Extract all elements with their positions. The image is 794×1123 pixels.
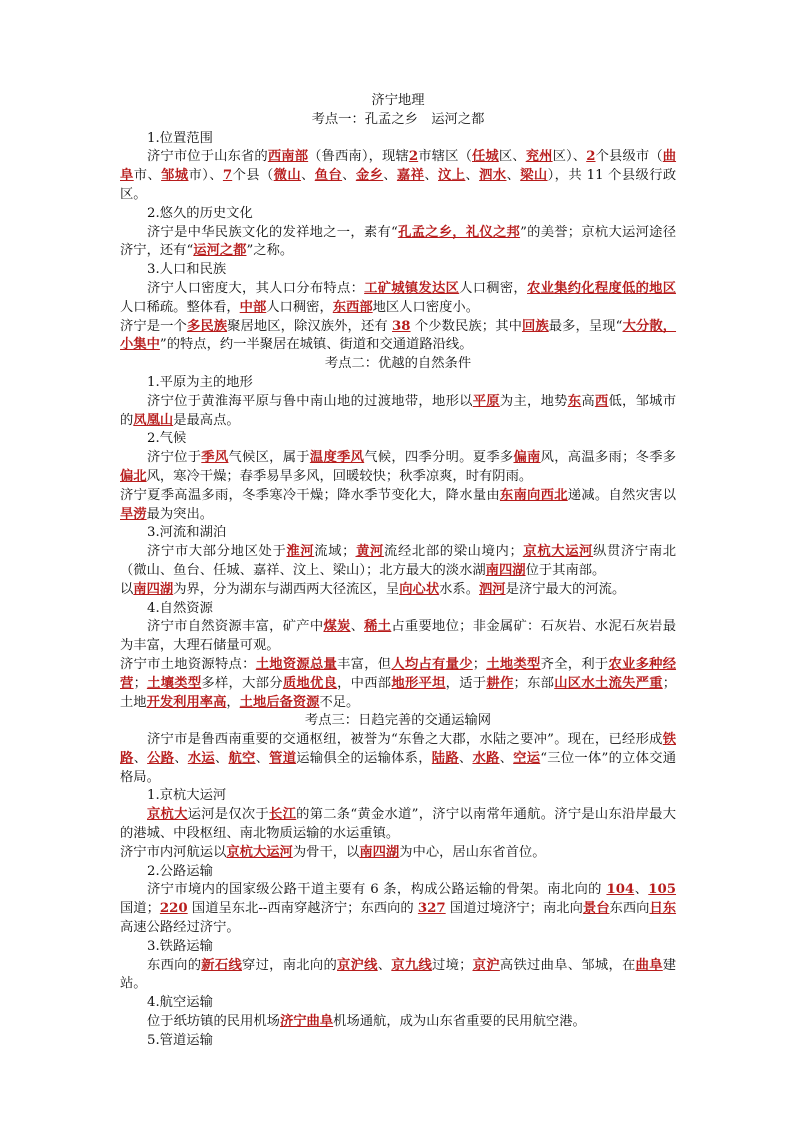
key-term: 金乡 [355,168,384,184]
paragraph [120,656,676,712]
paragraph [120,844,676,863]
subsection-heading: 2.气候 [147,431,187,447]
subsection-heading: 2.悠久的历史文化 [147,205,253,221]
text-run: 、 [499,750,514,766]
text-run: 的第二条“黄金水道”，济宁以南常年通航。济宁是山东沿岸最大的港城、中段枢纽、南北物质运输的水运重镇。 [120,807,677,842]
key-term: 土地类型 [486,656,541,672]
key-term: 105 [648,882,677,898]
paragraph [120,1013,676,1032]
key-term: 煤炭 [323,619,351,635]
text-run: 、 [634,882,649,898]
text-run: 位于纸坊镇的民用机场 [147,1014,280,1030]
text-run: 、 [342,168,356,184]
key-term: 济宁曲阜 [279,1014,334,1030]
key-term: 季风 [201,450,229,466]
text-run: ”的美誉；京杭大运河途径济宁，还有“ [120,224,676,259]
text-run: ，适于 [445,675,487,691]
paragraph [120,148,676,204]
paragraph [120,806,676,844]
text-run: 个县级市（ [595,149,663,165]
key-term: 大分散，小集中 [120,318,677,353]
text-run: 、 [350,619,365,635]
paragraph [120,449,676,487]
key-term: 水路 [472,750,500,766]
section-heading: 考点一：孔孟之乡 运河之都 [311,111,485,127]
text-run: 纵贯济宁南北（微山、鱼台、任城、嘉祥、汶上、梁山）；北方最大的淡水湖 [120,544,677,578]
key-term: 景台 [582,901,610,917]
subsection-heading: 3.人口和民族 [147,262,227,278]
key-term: 西 [594,393,609,409]
text-run: 为界，分为湖东与湖西两大径流区，呈 [173,581,400,597]
text-run: 运河是仅次于 [187,807,270,823]
text-run: 市辖区（ [418,149,472,165]
text-run: ”之称。 [246,243,294,259]
text-run: 、 [214,750,229,766]
text-run: 、 [506,168,521,184]
key-term: 327 [417,901,446,917]
paragraph [120,318,676,356]
key-term: 东南向西北 [499,487,568,503]
key-term: 回族 [521,318,549,334]
text-run: 气候区，属于 [228,450,310,466]
key-term: 偏北 [120,468,147,484]
key-term: 京杭大 [147,807,188,823]
key-term: 京沪 [472,957,500,973]
key-term: 多民族 [186,318,228,334]
text-run: 济宁市境内的国家级公路干道主要有 6 条，构成公路运输的骨架。南北向的 [147,882,607,898]
text-run: 地区人口密度小。 [372,299,480,315]
key-term: 南四湖 [133,581,174,597]
text-run: 、 [377,957,392,973]
text-run: 济宁市大部分地区处于 [147,544,287,560]
paragraph [120,618,676,656]
text-run: ”的特点，约一半聚居在城镇、街道和交通道路沿线。 [159,337,473,353]
text-run: 风，高温多雨；冬季多 [540,450,677,466]
text-run: 是济宁最大的河流。 [505,581,626,597]
key-term: 7 [222,168,233,184]
key-term: 西南部 [267,149,309,165]
text-run: 区）、 [552,149,587,165]
subsection-heading: 4.自然资源 [147,600,213,616]
document-body [120,111,676,1051]
text-run: 济宁市是鲁西南重要的交通枢纽，被誉为“东鲁之大郡，水陆之要冲”。现在，已经形成 [147,732,663,748]
key-term: 平原 [472,393,500,409]
key-term: 微山 [273,168,302,184]
text-run: 个县（ [232,168,274,184]
text-run: ， [226,694,240,710]
key-term: 公路 [147,750,175,766]
text-run: 、 [465,168,480,184]
paragraph [120,881,676,937]
key-term: 运河之都 [193,243,247,259]
text-run: 高速公路经过济宁。 [120,920,240,936]
text-run: 济宁人口密度大，其人口分布特点： [147,280,365,296]
text-run: 齐全，利于 [540,656,609,672]
key-term: 淮河 [286,544,315,560]
text-run: 气候，四季分明。夏季多 [364,450,514,466]
key-term: 农业集约化程度低的地区 [527,280,677,296]
text-run: 济宁市位于山东省的 [147,149,268,165]
text-run: 国道过境济宁；南北向 [445,901,583,917]
key-term: 2 [408,149,419,165]
key-term: 土地后备资源 [239,694,320,710]
key-term: 220 [159,901,188,917]
text-run: 为主，地势 [499,393,568,409]
text-run: ； [133,675,147,691]
text-run: 为中心，居山东省首位。 [399,844,546,860]
text-run: 人口稠密， [459,280,527,296]
document-page [120,92,676,1051]
key-term: 黄河 [355,544,384,560]
text-run: 递减。自然灾害以 [567,487,677,503]
key-term: 曲阜 [120,149,677,184]
paragraph [120,581,676,600]
section-heading: 考点三：日趋完善的交通运输网 [304,713,492,729]
text-run: ； [472,656,487,672]
text-run: 不足。 [319,694,360,710]
key-term: 管道 [269,750,297,766]
key-term: 京九线 [391,957,433,973]
text-run: 济宁夏季高温多雨，冬季寒冷干燥；降水季节变化大，降水量由 [120,487,500,503]
text-run: 、 [301,168,315,184]
text-run: ；土地 [120,675,677,710]
text-run: 最多，呈现“ [548,318,623,334]
text-run: ，中西部 [337,675,392,691]
text-run: ；东部 [513,675,555,691]
text-run: 建站。 [120,957,677,992]
key-term: 空运 [513,750,541,766]
text-run: 济宁是中华民族文化的发祥地之一，素有“ [147,224,398,240]
text-run: 过境； [432,957,473,973]
text-run: 、 [424,168,439,184]
paragraph [120,280,676,318]
key-term: 鱼台 [314,168,343,184]
key-term: 凤凰山 [133,412,174,428]
text-run: 高 [581,393,595,409]
text-run: 丰富，但 [337,656,392,672]
section-heading: 考点二：优越的自然条件 [324,356,472,372]
key-term: 京沪线 [337,957,378,973]
text-run: 区、 [498,149,526,165]
subsection-heading: 1.京杭大运河 [147,788,227,804]
text-run: 济宁是一个 [120,318,187,334]
text-run: 流经北部的梁山境内； [384,544,523,560]
text-run: 以 [120,581,134,597]
key-term: 铁路 [120,732,676,766]
key-term: 汶上 [438,168,466,184]
text-run: 济宁市自然资源丰富，矿产中 [147,619,324,635]
paragraph [120,393,676,431]
key-term: 东 [567,393,582,409]
key-term: 耕作 [486,675,514,691]
text-run: 占重要地位；非金属矿：石灰岩、水泥石灰岩最为丰富，大理石储量可观。 [120,619,677,654]
subsection-heading: 2.公路运输 [147,863,213,879]
subsection-heading: 1.平原为主的地形 [147,374,253,390]
text-run: 、 [255,750,270,766]
key-term: 104 [606,882,635,898]
text-run: 个少数民族；其中 [410,318,522,334]
key-term: 旱涝 [120,506,147,522]
text-run: 穿过，南北向的 [242,957,338,973]
key-term: 京杭大运河 [522,544,594,560]
key-term: 泗水 [479,168,507,184]
text-run: 、 [174,750,188,766]
text-run: 人口稀疏。整体看， [120,299,240,315]
key-term: 土地资源总量 [255,656,338,672]
key-term: 梁山 [520,168,548,184]
text-run: 、 [383,168,397,184]
key-term: 京杭大运河 [226,844,293,860]
key-term: 开发利用率高 [146,694,227,710]
paragraph [120,957,676,995]
key-term: 南四湖 [359,844,400,860]
key-term: 温度季风 [309,450,365,466]
text-run: 风，寒冷干燥；春季易旱多风，回暖较快；秋季凉爽，时有阴雨。 [146,468,533,484]
text-run: 为骨干，以 [292,844,360,860]
text-run: 东西向的 [147,957,202,973]
subsection-heading: 5.管道运输 [147,1032,213,1048]
key-term: 工矿城镇发达区 [364,280,460,296]
text-run: 、 [458,750,473,766]
key-term: 泗河 [479,581,506,597]
text-run: 东西向 [609,901,650,917]
text-run: 市、 [133,168,162,184]
text-run: 人口稠密， [266,299,333,315]
key-term: 地形平坦 [391,675,446,691]
text-run: 多样，大部分 [201,675,283,691]
text-run: 水系。 [439,581,480,597]
key-term: 任城 [472,149,499,165]
paragraph [120,543,676,581]
key-term: 农业多种经营 [120,656,677,691]
text-run: 济宁市内河航运以 [120,844,227,860]
text-run: 最为突出。 [146,506,214,522]
text-run: （鲁西南），现辖 [308,149,409,165]
key-term: 偏南 [513,450,541,466]
key-term: 嘉祥 [396,168,425,184]
text-run: “三位一体”的立体交通格局。 [120,750,677,785]
key-term: 南四湖 [485,562,526,578]
text-run: 国道； [120,901,160,917]
key-term: 邹城 [161,168,189,184]
key-term: 土壤类型 [146,675,202,691]
text-run: 国道呈东北--西南穿越济宁；东西向的 [187,901,418,917]
text-run: 机场通航，成为山东省重要的民用航空港。 [333,1014,586,1030]
text-run: 流域； [314,544,356,560]
text-run: 聚居地区，除汉族外，还有 [227,318,393,334]
text-run: 是最高点。 [173,412,240,428]
key-term: 人均占有量少 [391,656,473,672]
key-term: 东西部 [332,299,373,315]
text-run: 高铁过曲阜、邹城，在 [499,957,636,973]
key-term: 38 [392,318,411,334]
key-term: 新石线 [201,957,243,973]
key-term: 质地优良 [282,675,338,691]
text-run: 位于其南部。 [525,562,606,578]
subsection-heading: 4.航空运输 [147,995,213,1011]
key-term: 曲阜 [635,957,663,973]
key-term: 陆路 [431,750,459,766]
key-term: 长江 [269,807,297,823]
text-run: 市）、 [188,168,223,184]
subsection-heading: 1.位置范围 [147,130,213,146]
key-term: 航空 [228,750,256,766]
key-term: 向心状 [399,581,440,597]
document-title: 济宁地理 [371,93,425,108]
paragraph [120,224,676,262]
subsection-heading: 3.铁路运输 [147,938,213,954]
key-term: 孔孟之乡，礼仪之邦 [397,224,521,240]
key-term: 日东 [649,901,677,917]
key-term: 兖州 [525,149,553,165]
text-run: 济宁位于黄淮海平原与鲁中南山地的过渡地带，地形以 [147,393,473,409]
text-run: 运输俱全的运输体系， [296,750,432,766]
paragraph [120,731,676,787]
paragraph [120,487,676,525]
subsection-heading: 3.河流和湖泊 [147,525,227,541]
text-run: 济宁市土地资源特点： [120,656,256,672]
text-run: 低，邹城市的 [120,393,677,428]
text-run: ），共 11 个县级行政区。 [120,168,677,202]
key-term: 水运 [187,750,215,766]
text-run: 济宁位于 [147,450,202,466]
key-term: 中部 [239,299,267,315]
key-term: 山区水土流失严重 [554,675,663,691]
text-run: 、 [133,750,148,766]
key-term: 2 [586,149,596,165]
key-term: 稀土 [364,619,392,635]
